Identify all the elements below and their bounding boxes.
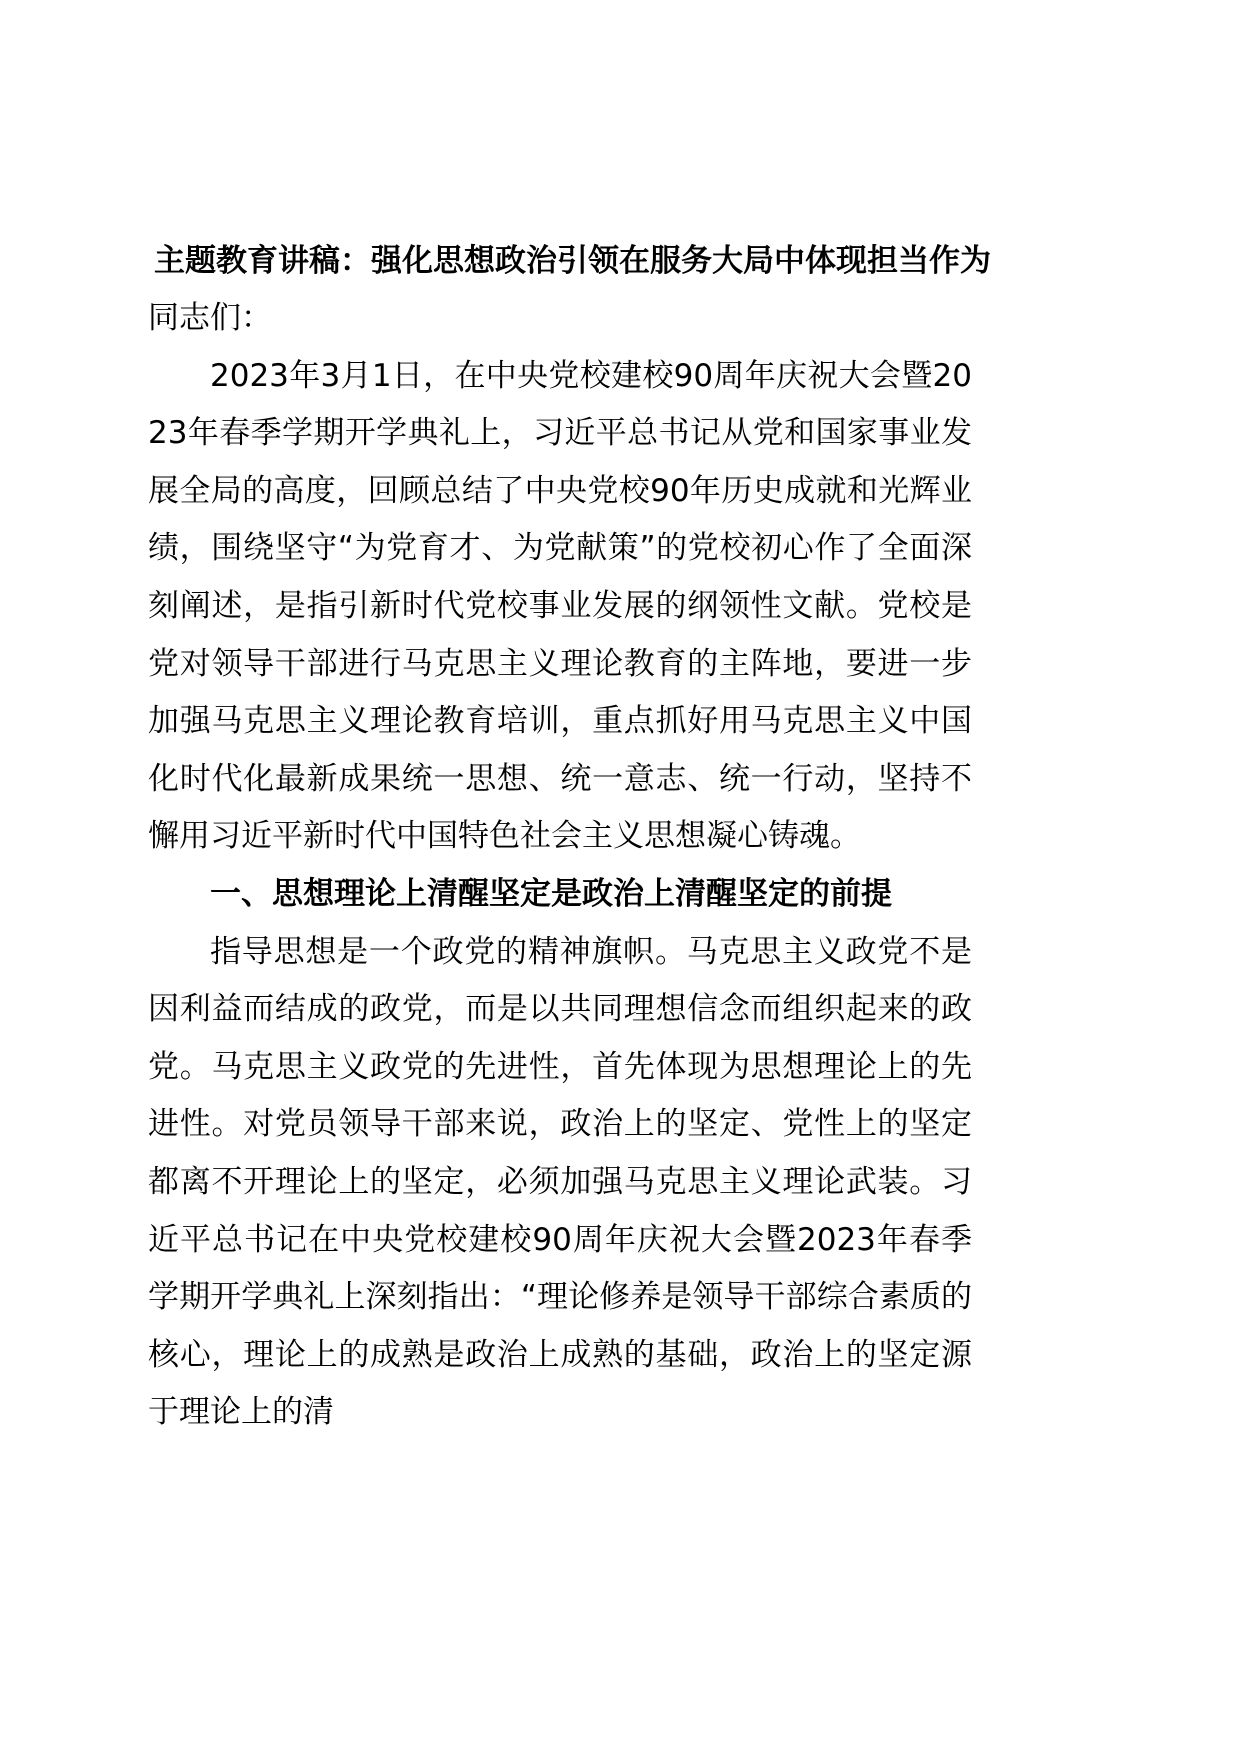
section-heading: 一、思想理论上清醒坚定是政治上清醒坚定的前提 — [210, 875, 892, 912]
document-page — [148, 232, 991, 1442]
salutation: 同志们： — [148, 300, 272, 336]
intro-paragraph: 2023年3月1日，在中央党校建校90周年庆祝大会暨2023年春季学期开学典礼上，习近平总书记从党和国家事业发展全局的高度，回顾总结了中央党校90年历史成就和光辉业绩，围绕坚守“为党育才、为党献策”的党校初心作了全面深刻阐述，是指引新时代党校事业发展的纲领性文献。党校是党对领导干部进行马克思主义理论教育的主阵地，要进一步加强马克思主义理论教育培训，重点抓好用马克思主义中国化时代化最新成果统一思想、统一意志、统一行动，坚持不懈用习近平新时代中国特色社会主义思想凝心铸魂。 — [148, 357, 972, 855]
document-title: 主题教育讲稿：强化思想政治引领在服务大局中体现担当作为 — [154, 243, 991, 279]
section-paragraph: 指导思想是一个政党的精神旗帜。马克思主义政党不是因利益而结成的政党，而是以共同理想信念而组织起来的政党。马克思主义政党的先进性，首先体现为思想理论上的先进性。对党员领导干部来说，政治上的坚定、党性上的坚定都离不开理论上的坚定，必须加强马克思主义理论武装。习近平总书记在中央党校建校90周年庆祝大会暨2023年春季学期开学典礼上深刻指出：“理论修养是领导干部综合素质的核心，理论上的成熟是政治上成熟的基础，政治上的坚定源于理论上的清 — [148, 933, 972, 1431]
